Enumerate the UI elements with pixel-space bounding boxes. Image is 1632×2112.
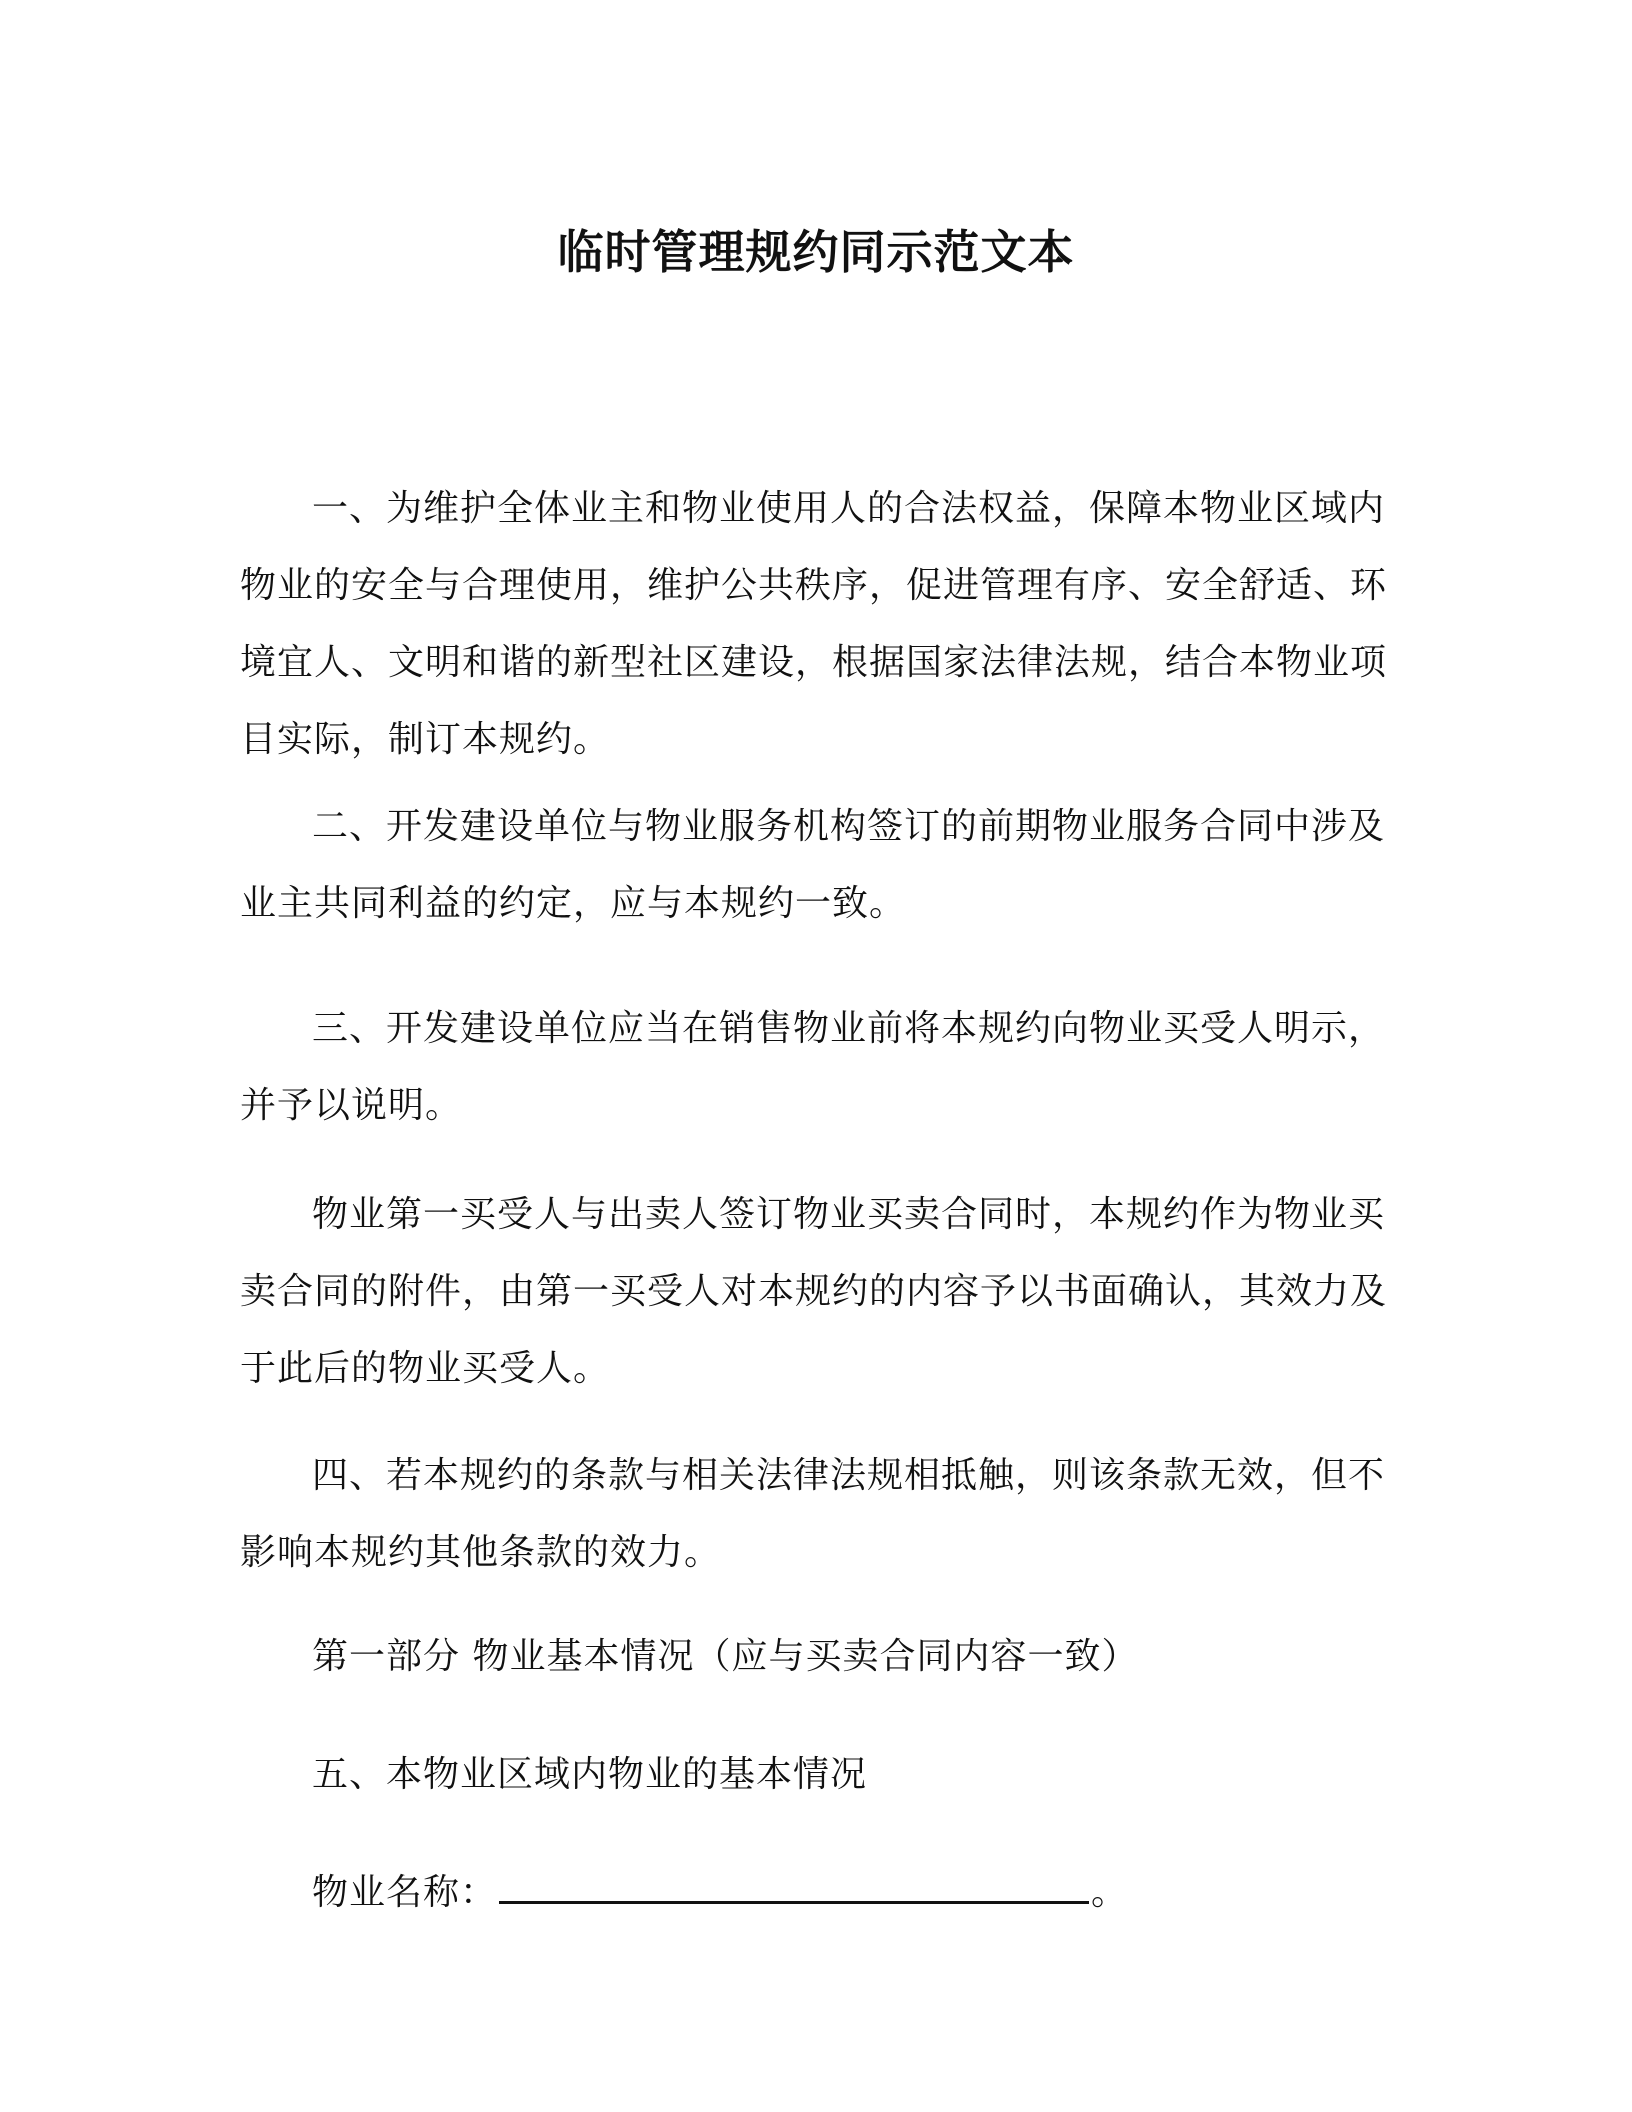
paragraph-5-block [240,1437,1410,1591]
paragraph-2: 二、开发建设单位与物业服务机构签订的前期物业服务合同中涉及业主共同利益的约定，应与本规约一致。 [240,806,1386,924]
paragraph-3-block [240,990,1410,1144]
paragraph-4-block [240,1176,1410,1407]
property-name-block [240,1854,1410,1931]
property-name-end: 。 [1091,1872,1129,1913]
document-title: 临时管理规约同示范文本 [557,225,1075,279]
property-name-line [240,1854,1410,1931]
part-heading-block [240,1618,1410,1695]
property-name-label: 物业名称： [312,1872,498,1913]
property-name-blank[interactable] [499,1871,1089,1904]
section-five-block [240,1736,1410,1813]
paragraph-1: 一、为维护全体业主和物业使用人的合法权益，保障本物业区域内物业的安全与合理使用，维护公共秩序，促进管理有序、安全舒适、环境宜人、文明和谐的新型社区建设，根据国家法律法规，结合本物业项目实际，制订本规约。 [240,488,1388,760]
paragraph-3: 三、开发建设单位应当在销售物业前将本规约向物业买受人明示，并予以说明。 [240,1008,1386,1126]
paragraph-2-block [240,788,1410,942]
paragraph-1-block [240,470,1410,778]
part-heading: 第一部分 物业基本情况（应与买卖合同内容一致） [312,1636,1139,1677]
section-five-heading: 五、本物业区域内物业的基本情况 [312,1754,868,1795]
paragraph-5: 四、若本规约的条款与相关法律法规相抵触，则该条款无效，但不影响本规约其他条款的效力。 [240,1455,1386,1573]
paragraph-4: 物业第一买受人与出卖人签订物业买卖合同时，本规约作为物业买卖合同的附件，由第一买受人对本规约的内容予以书面确认，其效力及于此后的物业买受人。 [240,1194,1388,1389]
